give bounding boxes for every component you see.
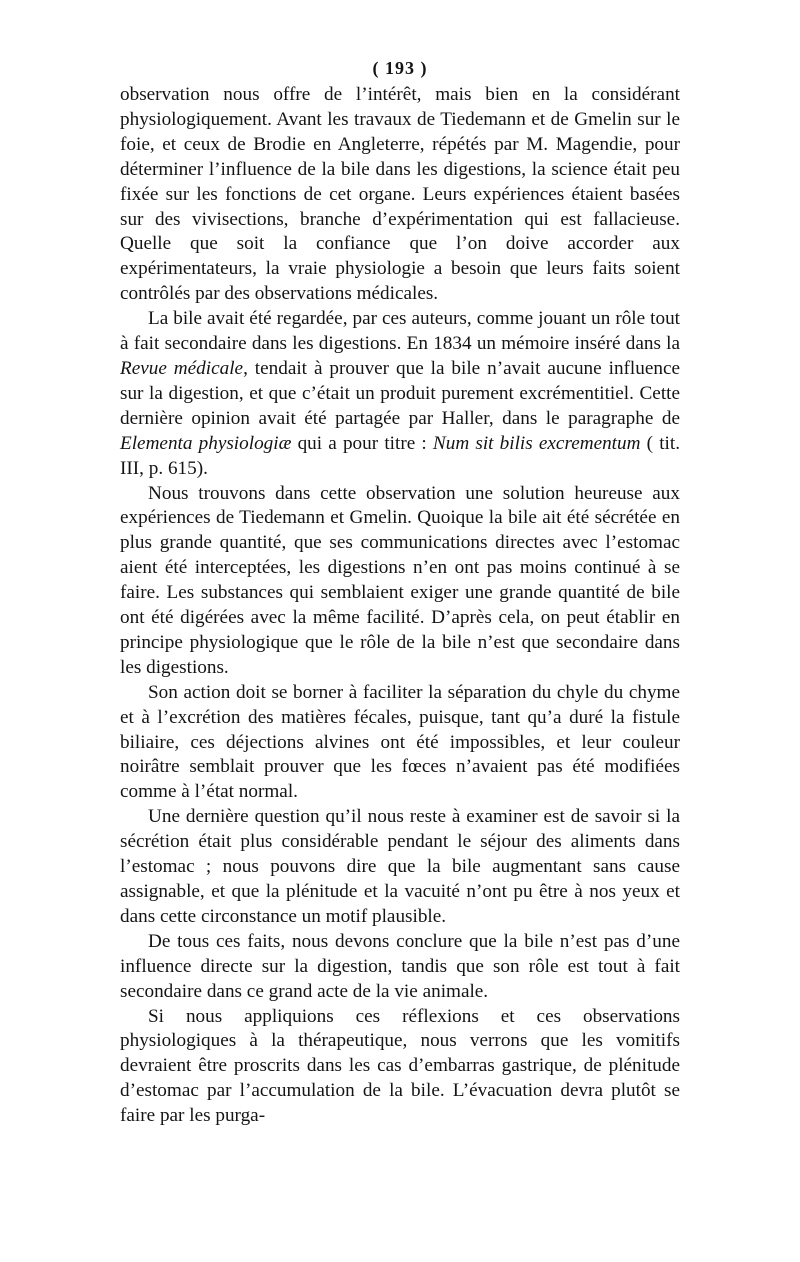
body-text (120, 83, 680, 1129)
italic-title: Revue médicale (120, 357, 244, 379)
book-page (120, 58, 680, 1129)
text-run: , tendait à prouver que la bile n’avait aucune influence sur la digestion, et que c’était un produit purement excrémentitiel. Cette dernière opinion avait été partagée par Haller, dans le paragraphe de (120, 357, 680, 429)
paragraph-4 (120, 681, 680, 806)
paragraph-2 (120, 307, 680, 481)
text-run: ( tit. III, p. 615). (120, 432, 681, 479)
text-run: Son action doit se borner à faciliter la séparation du chyle du chyme et à l’excrétion des matières fécales, puisque, tant qu’a duré la fistule biliaire, ces déjections alvines ont été impossibles, et leur couleur noirâtre semblait prouver que les fœces n’avaient pas été modifiées comme à l’état normal. (120, 681, 680, 803)
paragraph-1 (120, 83, 680, 307)
page-number: ( 193 ) (372, 58, 428, 78)
italic-title: Elementa physiologiæ (120, 432, 292, 454)
text-run: Si nous appliquions ces réflexions et ces observations physiologiques à la thérapeutique, nous verrons que les vomitifs devraient être proscrits dans les cas d’embarras gastrique, de plénitude d’estomac par l’accumulation de la bile. L’évacuation devra plutôt se faire par les purga- (120, 1005, 680, 1127)
text-run: La bile avait été regardée, par ces auteurs, comme jouant un rôle tout à fait secondaire dans les digestions. En 1834 un mémoire inséré dans la (120, 308, 680, 355)
text-run: observation nous offre de l’intérêt, mais bien en la considérant physiologiquement. Avant les travaux de Tiedemann et de Gmelin sur le foie, et ceux de Brodie en Angleterre, répétés par M. Magendie, pour déterminer l’influence de la bile dans les digestions, la science était peu fixée sur les fonctions de cet organe. Leurs expériences étaient basées sur des vivisections, branche d’expérimentation qui est fallacieuse. Quelle que soit la confiance que l’on doive accorder aux expérimentateurs, la vraie physiologie a besoin que leurs faits soient contrôlés par des observations médicales. (120, 84, 680, 305)
paragraph-6 (120, 930, 680, 1005)
paragraph-5 (120, 805, 680, 930)
italic-title: Num sit bilis excrementum (432, 432, 641, 454)
text-run: Nous trouvons dans cette observation une solution heureuse aux expériences de Tiedemann et Gmelin. Quoique la bile ait été sécrétée en plus grande quantité, que ses communications directes avec l’estomac aient été interceptées, les digestions n’en ont pas moins continué à se faire. Les substances qui semblaient exiger une grande quantité de bile ont été digérées avec la même facilité. D’après cela, on peut établir en principe physiologique que le rôle de la bile n’est que secondaire dans les digestions. (120, 482, 680, 678)
paragraph-3 (120, 482, 680, 681)
text-run: Une dernière question qu’il nous reste à examiner est de savoir si la sécrétion était plus considérable pendant le séjour des aliments dans l’estomac ; nous pouvons dire que la bile augmentant sans cause assignable, et que la plénitude et la vacuité n’ont pu être à nos yeux et dans cette circonstance un motif plausible. (120, 806, 680, 927)
text-run: De tous ces faits, nous devons conclure que la bile n’est pas d’une influence directe sur la digestion, tandis que son rôle est tout à fait secondaire dans ce grand acte de la vie animale. (120, 930, 680, 1002)
paragraph-7 (120, 1005, 680, 1130)
text-run: qui a pour titre : (291, 432, 433, 454)
